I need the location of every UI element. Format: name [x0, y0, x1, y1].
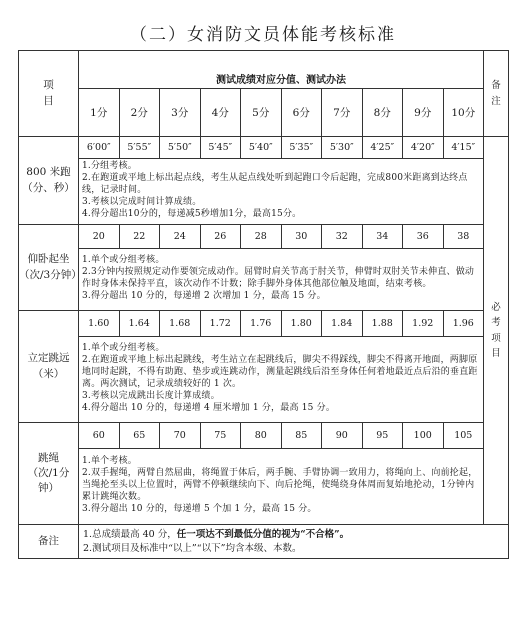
notes-line-1	[83, 528, 504, 542]
notes-cell	[79, 525, 509, 559]
value-cell: 24	[160, 225, 201, 249]
score-header: 1分	[79, 89, 120, 137]
row-name-line: （米）	[32, 367, 65, 380]
notes-label: 备注	[19, 525, 79, 559]
score-header-row	[19, 89, 509, 137]
value-cell: 90	[322, 423, 363, 449]
value-cell: 70	[160, 423, 201, 449]
remark-cell	[484, 137, 509, 525]
table-row	[19, 423, 509, 449]
remark-char: 考	[491, 317, 501, 329]
method-line: 3.考核以完成跳出长度计算成绩。	[82, 390, 220, 401]
value-cell: 4′20″	[403, 137, 444, 159]
value-cell: 5′40″	[241, 137, 282, 159]
value-cell: 1.88	[362, 311, 403, 337]
table-row	[19, 225, 509, 249]
value-cell: 22	[119, 225, 160, 249]
value-cell: 20	[79, 225, 120, 249]
method-line: 2.在跑道或平地上标出起点线，考生从起点线处听到起跑口令后起跑，完成800米距离到达终点线，记录时间。	[82, 173, 468, 196]
value-cell: 1.76	[241, 311, 282, 337]
row-name-line: 800 米跑	[26, 166, 71, 179]
value-cell: 65	[119, 423, 160, 449]
method-line: 3.得分超出 10 分的，每递增 2 次增加 1 分，最高 15 分。	[82, 290, 326, 301]
value-cell: 1.92	[403, 311, 444, 337]
value-cell: 80	[241, 423, 282, 449]
score-header: 10分	[443, 89, 484, 137]
value-cell: 38	[443, 225, 484, 249]
method-cell	[79, 249, 484, 311]
method-line: 1.单个考核。	[82, 456, 137, 467]
method-line: 3.得分超出 10 分的，每递增 5 个加 1 分，最高 15 分。	[82, 503, 317, 514]
score-header: 4分	[200, 89, 241, 137]
score-header: 8分	[362, 89, 403, 137]
row-name-run	[19, 137, 79, 225]
method-line: 2.3分钟内按照规定动作要领完成动作。屈臂时肩关节高于肘关节，伸臂时双肘关节未伸直、做动作时身体未保持平直，该次动作不计数；除手脚外身体其他部位触及地面，结束考核。	[82, 267, 475, 289]
score-header: 3分	[160, 89, 201, 137]
value-cell: 5′30″	[322, 137, 363, 159]
row-name-line: （次/3分钟）	[19, 268, 82, 281]
standards-table	[18, 50, 509, 559]
value-cell: 30	[281, 225, 322, 249]
remark-char: 目	[491, 347, 501, 359]
method-line: 1.单个或分组考核。	[82, 255, 165, 266]
table-row	[19, 311, 509, 337]
score-header: 9分	[403, 89, 444, 137]
score-header: 2分	[119, 89, 160, 137]
value-cell: 1.64	[119, 311, 160, 337]
remark-header-2: 注	[491, 95, 501, 107]
method-cell	[79, 449, 484, 525]
header-spacer	[79, 51, 484, 69]
value-cell: 5′45″	[200, 137, 241, 159]
notes-line-1-bold: 任一项达不到最低分值的视为“不合格”。	[176, 528, 350, 540]
value-cell: 5′35″	[281, 137, 322, 159]
item-header-cell	[19, 51, 79, 137]
notes-line-1-plain: 1.总成绩最高 40 分，	[83, 528, 177, 540]
method-line: 1.单个或分组考核。	[82, 343, 165, 354]
table-row	[19, 137, 509, 159]
row-name-jump	[19, 311, 79, 423]
method-cell	[79, 337, 484, 423]
row-name-line: 钟）	[38, 482, 59, 495]
method-line: 2.在跑道或平地上标出起跳线，考生站立在起跳线后，脚尖不得踩线，脚尖不得离开地面，两脚原地同时起跳，不得有助跑、垫步或连跳动作，测量起跳线后沿至身体任何着地最近点后沿的垂直距离。两次测试，记录成绩较好的 1 次。	[82, 355, 478, 389]
value-cell: 6′00″	[79, 137, 120, 159]
value-cell: 5′50″	[160, 137, 201, 159]
value-cell: 4′25″	[362, 137, 403, 159]
group-title: 测试成绩对应分值、测试办法	[79, 69, 484, 89]
row-name-rope	[19, 423, 79, 525]
row-name-line: 跳绳	[38, 451, 59, 464]
value-cell: 60	[79, 423, 120, 449]
remark-char: 必	[491, 302, 501, 314]
value-cell: 5′55″	[119, 137, 160, 159]
value-cell: 1.68	[160, 311, 201, 337]
row-name-line: 仰卧起坐	[27, 253, 70, 266]
value-cell: 28	[241, 225, 282, 249]
score-header: 6分	[281, 89, 322, 137]
value-cell: 1.60	[79, 311, 120, 337]
row-name-situp	[19, 225, 82, 311]
value-cell: 4′15″	[443, 137, 484, 159]
method-line: 4.得分超出10分的，每递减5秒增加1分，最高15分。	[82, 208, 302, 219]
item-header-label-2: 目	[43, 94, 54, 107]
page-title: （二）女消防文员体能考核标准	[130, 25, 396, 45]
row-name-line: （次/1分	[27, 466, 70, 479]
value-cell: 105	[443, 423, 484, 449]
value-cell: 95	[362, 423, 403, 449]
remark-header-cell	[484, 51, 509, 137]
value-cell: 75	[200, 423, 241, 449]
method-line: 4.得分超出 10 分的，每递增 4 厘米增加 1 分，最高 15 分。	[82, 402, 336, 413]
value-cell: 32	[322, 225, 363, 249]
value-cell: 1.84	[322, 311, 363, 337]
method-line: 2.双手握绳，两臂自然屈曲，将绳置于体后，两手腕、手臂协调一致用力，将绳向上、向前抡起，当绳抡至头以上位置时，两臂不停顿继续向下、向后抡绳，使绳绕身体周而复始地抡动，1分钟内累计跳绳次数。	[82, 468, 478, 502]
value-cell: 100	[403, 423, 444, 449]
method-line: 3.考核以完成时间计算成绩。	[82, 196, 202, 207]
method-line: 1.分组考核。	[82, 161, 137, 172]
remark-char: 项	[491, 332, 501, 344]
remark-header-1: 备	[491, 80, 501, 92]
value-cell: 1.96	[443, 311, 484, 337]
value-cell: 1.80	[281, 311, 322, 337]
score-header: 5分	[241, 89, 282, 137]
value-cell: 26	[200, 225, 241, 249]
row-name-line: （分、秒）	[22, 181, 75, 194]
value-cell: 1.72	[200, 311, 241, 337]
notes-row	[19, 525, 509, 559]
method-cell	[79, 159, 484, 225]
value-cell: 36	[403, 225, 444, 249]
notes-line-2: 2.测试项目及标准中“以上”“以下”均含本级、本数。	[83, 542, 302, 554]
item-header-label-1: 项	[43, 79, 54, 92]
row-name-line: 立定跳远	[27, 352, 70, 365]
score-header: 7分	[322, 89, 363, 137]
value-cell: 85	[281, 423, 322, 449]
value-cell: 34	[362, 225, 403, 249]
